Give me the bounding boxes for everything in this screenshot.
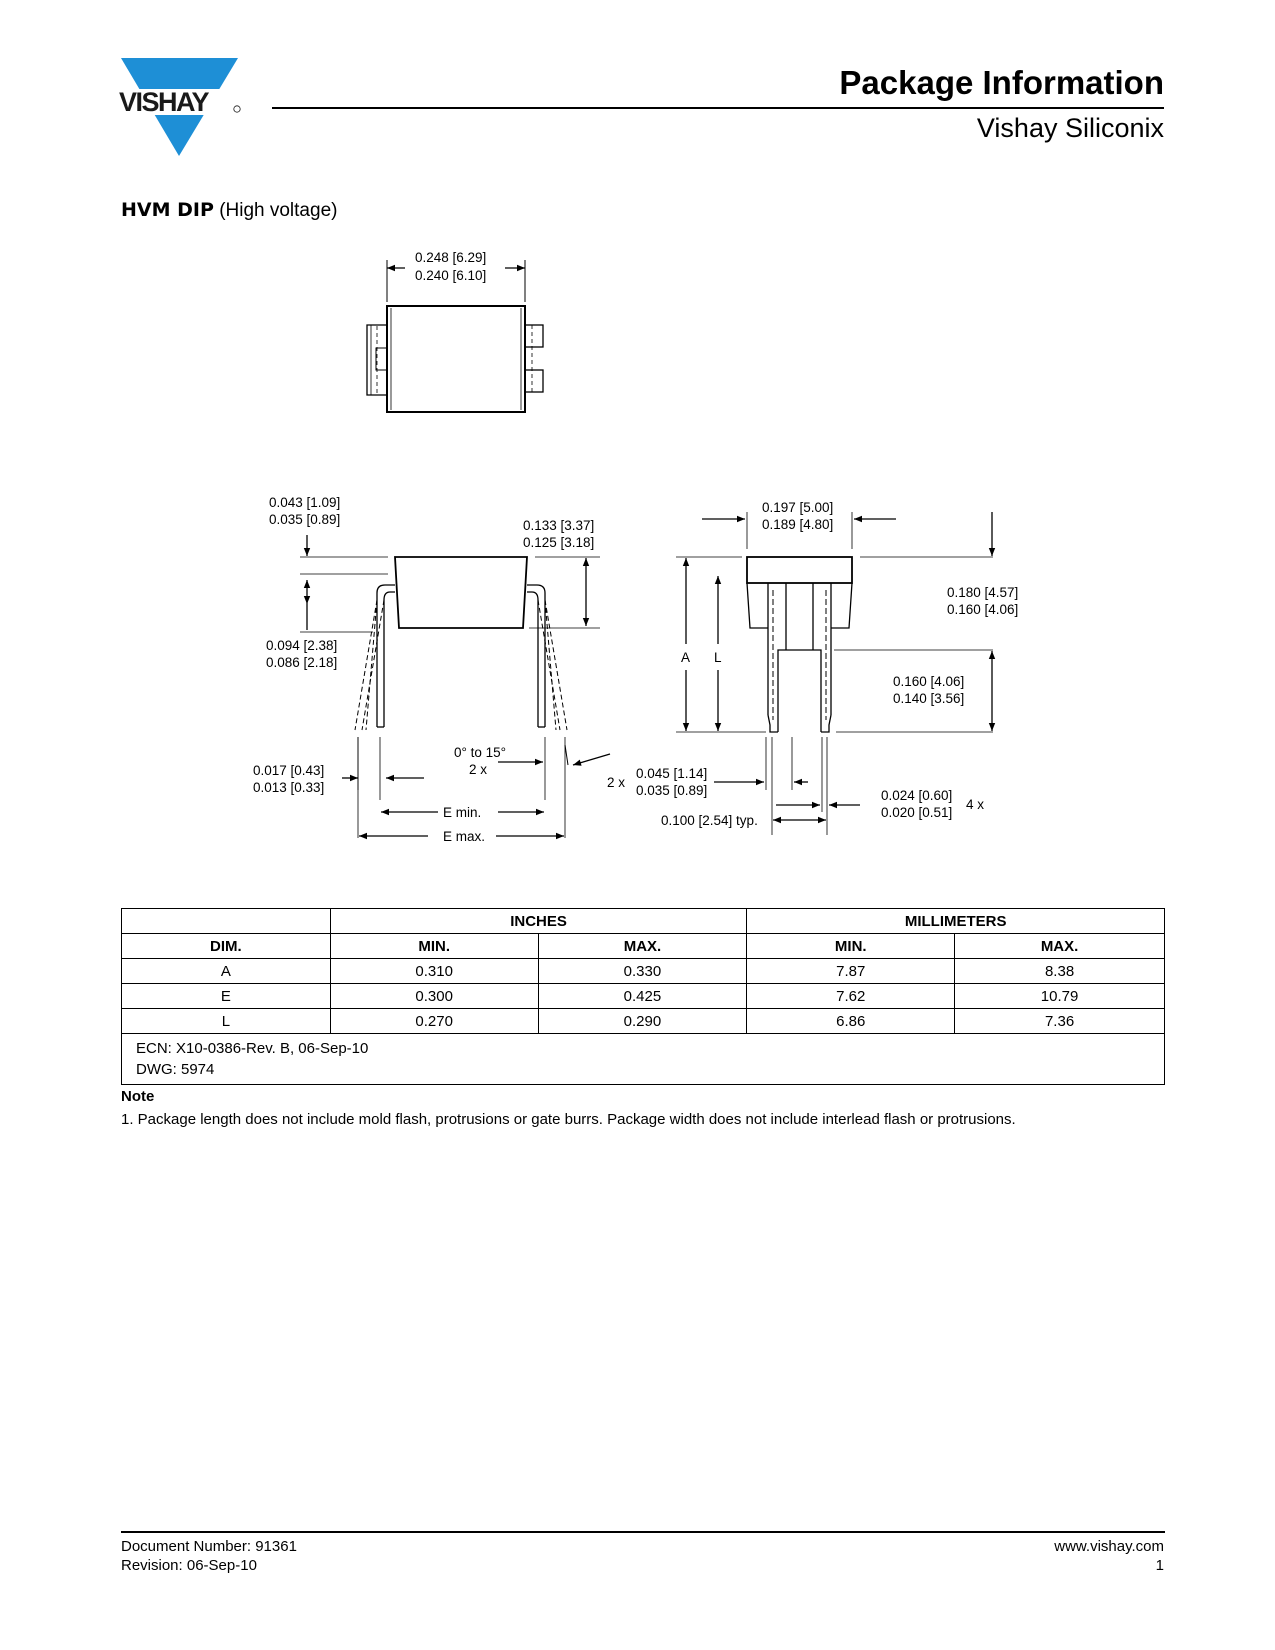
- dimensions-table: [121, 908, 1165, 1085]
- top-width-max: 0.248 [6.29]: [415, 250, 487, 265]
- lead-angle: 0° to 15°: [454, 745, 507, 760]
- page-title: Package Information: [839, 64, 1164, 101]
- pin-length-max: 0.160 [4.06]: [893, 674, 965, 689]
- pin-width-max: 0.024 [0.60]: [881, 788, 953, 803]
- end-width-min: 0.189 [4.80]: [762, 517, 834, 532]
- table-column-header-row: [122, 934, 1165, 959]
- table-notes-row: [122, 1034, 1165, 1085]
- cell-mm-max: 10.79: [955, 984, 1165, 1009]
- cell-mm-min: 7.87: [747, 959, 955, 984]
- cell-mm-min: 7.62: [747, 984, 955, 1009]
- cell-in-max: 0.290: [538, 1009, 747, 1034]
- cell-dim: E: [122, 984, 331, 1009]
- cell-in-min: 0.300: [330, 984, 538, 1009]
- cell-dim: L: [122, 1009, 331, 1034]
- lead-thickness-max: 0.017 [0.43]: [253, 763, 325, 778]
- cell-mm-max: 7.36: [955, 1009, 1165, 1034]
- cell-in-max: 0.330: [538, 959, 747, 984]
- end-width-max: 0.197 [5.00]: [762, 500, 834, 515]
- seat-height-min: 0.160 [4.06]: [947, 602, 1019, 617]
- lead-step-max: 0.043 [1.09]: [269, 495, 341, 510]
- shoulder-width-max: 0.045 [1.14]: [636, 766, 708, 781]
- shoulder-max: 0.094 [2.38]: [266, 638, 338, 653]
- note-heading: Note: [121, 1088, 155, 1105]
- dwg-text: DWG: 5974: [136, 1061, 215, 1078]
- shoulder-width-min: 0.035 [0.89]: [636, 783, 708, 798]
- table-group-header-row: [122, 909, 1165, 934]
- shoulder-count: 2 x: [607, 775, 626, 790]
- cell-in-min: 0.270: [330, 1009, 538, 1034]
- col-dim: DIM.: [122, 934, 331, 959]
- pin-width-min: 0.020 [0.51]: [881, 805, 953, 820]
- cell-in-max: 0.425: [538, 984, 747, 1009]
- col-in-max: MAX.: [538, 934, 747, 959]
- table-row: [122, 984, 1165, 1009]
- e-max-label: E max.: [443, 829, 486, 844]
- group-inches: INCHES: [330, 909, 747, 934]
- shoulder-min: 0.086 [2.18]: [266, 655, 338, 670]
- website-link[interactable]: www.vishay.com: [1054, 1538, 1164, 1555]
- pin-count: 4 x: [966, 797, 985, 812]
- document-number: Document Number: 91361: [121, 1538, 297, 1555]
- col-mm-min: MIN.: [747, 934, 955, 959]
- e-min-label: E min.: [443, 805, 482, 820]
- note-item: 1. Package length does not include mold flash, protrusions or gate burrs. Package width does not include interlead flash or protrusions.: [121, 1111, 1016, 1128]
- lead-step-min: 0.035 [0.89]: [269, 512, 341, 527]
- revision: Revision: 06-Sep-10: [121, 1557, 257, 1574]
- dim-l-label: L: [714, 650, 722, 665]
- pin-length-min: 0.140 [3.56]: [893, 691, 965, 706]
- cell-mm-min: 6.86: [747, 1009, 955, 1034]
- footer-rule: [121, 1531, 1165, 1533]
- cell-in-min: 0.310: [330, 959, 538, 984]
- page-number: 1: [1155, 1557, 1164, 1574]
- top-width-min: 0.240 [6.10]: [415, 268, 487, 283]
- col-mm-max: MAX.: [955, 934, 1165, 959]
- dim-a-label: A: [681, 650, 691, 665]
- group-millimeters: MILLIMETERS: [747, 909, 1165, 934]
- pin-pitch: 0.100 [2.54] typ.: [661, 813, 758, 828]
- cell-dim: A: [122, 959, 331, 984]
- lead-angle-count: 2 x: [469, 762, 488, 777]
- side-view: [300, 535, 610, 838]
- table-row: [122, 959, 1165, 984]
- svg-text:VISHAY: VISHAY: [119, 87, 209, 117]
- cell-mm-max: 8.38: [955, 959, 1165, 984]
- ecn-text: ECN: X10-0386-Rev. B, 06-Sep-10: [136, 1040, 369, 1057]
- col-in-min: MIN.: [330, 934, 538, 959]
- seat-height-max: 0.180 [4.57]: [947, 585, 1019, 600]
- table-notes-cell: [122, 1034, 1165, 1085]
- body-height-max: 0.133 [3.37]: [523, 518, 595, 533]
- body-height-min: 0.125 [3.18]: [523, 535, 595, 550]
- lead-thickness-min: 0.013 [0.33]: [253, 780, 325, 795]
- package-qualifier: (High voltage): [219, 200, 338, 221]
- package-name: HVM DIP: [121, 199, 214, 221]
- page-subtitle: Vishay Siliconix: [976, 113, 1164, 143]
- table-row: [122, 1009, 1165, 1034]
- table-corner-cell: [122, 909, 331, 934]
